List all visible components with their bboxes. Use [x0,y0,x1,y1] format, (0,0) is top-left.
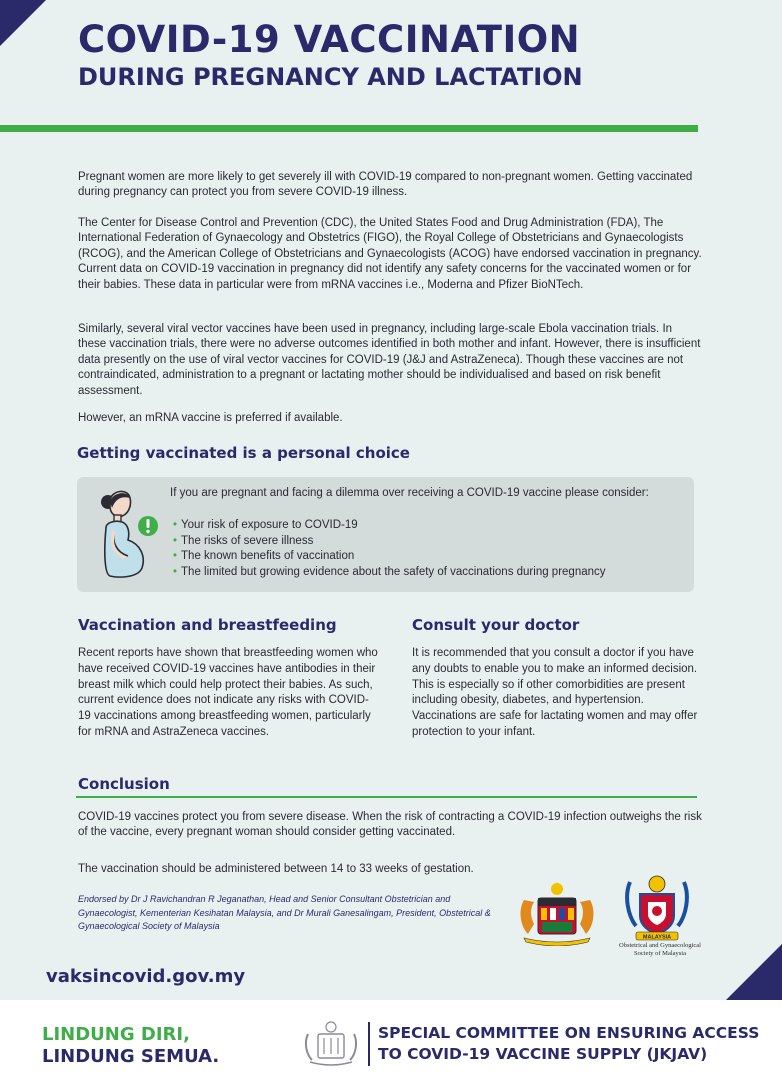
pregnant-woman-icon [92,488,162,580]
government-crest-logo [302,1020,360,1068]
slogan-line-2: LINDUNG SEMUA. [42,1046,220,1067]
list-item [173,565,606,581]
consult-doctor-text: It is recommended that you consult a doctor if you have any doubts to enable you to make an informed decision. This is especially so if other comorbidities are present including obesity, diabetes, and hypertension. Vaccinations are safe for lactating women and may offer protection to your infant. [412,647,698,738]
footer-divider [368,1022,370,1066]
conclusion-paragraph-1: COVID-19 vaccines protect you from severe disease. When the risk of contracting a COVID-19 infection outweighs the risk of the vaccine, every pregnant woman should consider getting vaccinated. [78,811,702,839]
endorsement-note: Endorsed by Dr J Ravichandran R Jeganathan, Head and Senior Consultant Obstetrician and Gynaecologist, Kementerian Kesihatan Malaysia, and Dr Murali Ganesalingam, President, Obstetrical & Gynaecological Society of Malaysia [78,894,491,931]
conclusion-heading: Conclusion [78,775,170,793]
corner-decoration-bottom-right [726,944,782,1000]
intro-paragraph-3: Similarly, several viral vector vaccines have been used in pregnancy, including large-scale Ebola vaccination trials. In these vaccination trials, there were no adverse outcomes identified in both mother and infant. However, there is insufficient data presently on the use of viral vector vaccines for COVID-19 (J&J and AstraZeneca). Though these vaccines are not contraindicated, administration to a pregnant or lactating mother should be individualised and based on risk benefit assessment. [78,323,701,397]
page-subtitle: DURING PREGNANCY AND LACTATION [78,63,583,91]
intro-paragraph-4: However, an mRNA vaccine is preferred if available. [78,412,343,424]
list-item-text: The limited but growing evidence about the safety of vaccinations during pregnancy [181,565,606,578]
list-item [173,534,606,550]
consult-doctor-heading: Consult your doctor [412,616,580,634]
ogsm-caption: Obstetrical and Gynaecological Society of Malaysia [619,942,701,957]
ogsm-banner-text: MALAYSIA [642,934,672,941]
conclusion-paragraph-2: The vaccination should be administered between 14 to 33 weeks of gestation. [78,863,474,875]
committee-line-2: TO COVID-19 VACCINE SUPPLY (JKJAV) [378,1045,708,1063]
corner-decoration-top-left [0,0,46,46]
conclusion-divider [76,796,697,798]
considerations-list [173,518,606,580]
committee-name [378,1023,759,1065]
list-item-text: The risks of severe illness [181,534,314,547]
bullet-icon: • [173,519,178,531]
website-link[interactable]: vaksincovid.gov.my [46,966,246,987]
list-item-text: Your risk of exposure to COVID-19 [181,519,358,531]
malaysia-coat-of-arms-logo [514,880,600,946]
list-item [173,549,606,565]
breastfeeding-text: Recent reports have shown that breastfeeding women who have received COVID-19 vaccines have antibodies in their breast milk which could help protect their babies. As such, current evidence does not indicate any risks with COVID-19 vaccinations among breastfeeding women, particularly for mRNA and AstraZeneca vaccines. [78,647,378,738]
campaign-slogan [42,1024,219,1068]
breastfeeding-heading: Vaccination and breastfeeding [78,616,337,634]
bullet-icon: • [173,534,178,547]
slogan-line-1: LINDUNG DIRI, [42,1024,190,1045]
bullet-icon: • [173,550,178,563]
ogsm-society-logo [622,872,692,942]
intro-paragraph-2: The Center for Disease Control and Prevention (CDC), the United States Food and Drug Administration (FDA), The International Federation of Gynaecology and Obstetrics (FIGO), the Royal College of Obstetricians and Gynaecologists (RCOG), and the American College of Obstetricians and Gynaecologists (ACOG) have endorsed vaccination in pregnancy. Current data on COVID-19 vaccination in pregnancy did not identify any safety concerns for the vaccinated women or for their babies. These data in particular were from mRNA vaccines i.e., Moderna and Pfizer BioNTech. [78,217,702,291]
personal-choice-heading: Getting vaccinated is a personal choice [77,444,410,462]
list-item-text: The known benefits of vaccination [181,550,355,563]
page-title: COVID-19 VACCINATION [78,18,581,61]
committee-line-1: SPECIAL COMMITTEE ON ENSURING ACCESS [378,1024,760,1042]
intro-paragraph-1: Pregnant women are more likely to get severely ill with COVID-19 compared to non-pregnant women. Getting vaccinated during pregnancy can protect you from severe COVID-19 illness. [78,171,693,199]
header-divider [0,125,698,132]
considerations-intro: If you are pregnant and facing a dilemma over receiving a COVID-19 vaccine please consider: [170,487,649,499]
list-item [173,518,606,534]
bullet-icon: • [173,565,178,578]
